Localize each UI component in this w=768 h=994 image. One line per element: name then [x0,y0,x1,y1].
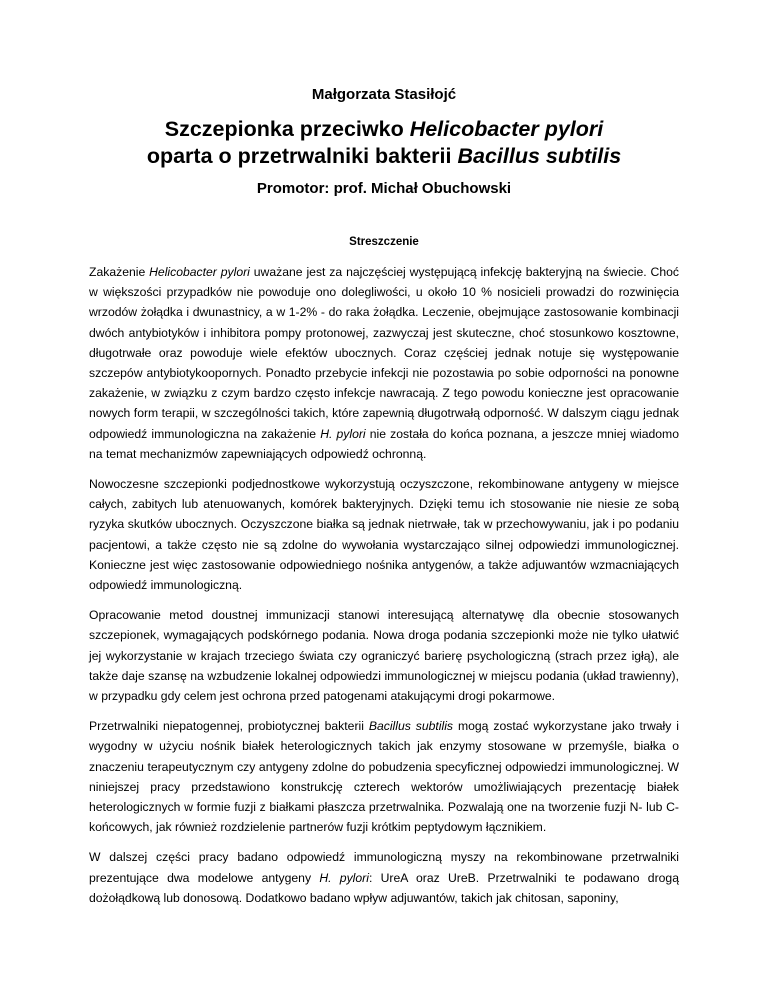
author-name: Małgorzata Stasiłojć [311,86,457,103]
title-line-1 [89,116,679,143]
abstract-paragraph [89,716,679,837]
title-line-2-text: oparta o przetrwalniki bakterii [146,144,458,168]
paragraph-text: Zakażenie [89,265,150,279]
paragraph-text: : UreA oraz UreB. Przetrwalniki te podawano drogą dożołądkową lub donosową. Dodatkowo badano wpływ adjuwantów, takich jak chitosan, saponiny, [89,870,679,905]
title-line-2 [89,143,679,170]
paragraph-text: Opracowanie metod doustnej immunizacji stanowi interesującą alternatywę dla obecnie stosowanych szczepionek, wymagających podskórnego podania. Nowa droga podania szczepionki może nie tylko ułatwić jej wykorzystanie w krajach trzeciego świata czy ograniczyć barierę psychologiczną (strach przez igłą), ale także daje szansę na wzbudzenie lokalnej odpowiedzi immunologicznej w miejscu podania (układ trawienny), w przypadku gdy celem jest ochrona przed patogenami atakującymi drogi pokarmowe. [89,608,679,704]
abstract-paragraph [89,847,679,908]
paragraph-text: W dalszej części pracy badano odpowiedź immunologiczną myszy na rekombinowane przetrwalniki prezentujące dwa modelowe antygeny [89,850,679,885]
italic-term: H. pylori [319,870,369,885]
title-line-2-italic: Bacillus subtilis [457,144,622,168]
abstract-body [89,262,679,918]
abstract-paragraph [89,262,679,464]
title-line-1-text: Szczepionka przeciwko [164,117,410,141]
thesis-title [89,116,679,170]
italic-term: Helicobacter pylori [149,265,250,279]
paragraph-text: mogą zostać wykorzystane jako trwały i wygodny w użyciu nośnik białek heterologicznych takich jak enzymy stosowane w przemyśle, białka o znaczeniu terapeutycznym czy antygeny zdolne do pobudzenia specyficznej odpowiedzi immunologicznej. W niniejszej pracy przedstawiono konstrukcję czterech wektorów umożliwiających prezentację białek heterologicznych w formie fuzji z białkami płaszcza przetrwalnika. Pozwalają one na tworzenie fuzji N- lub C-końcowych, jak również rozdzielenie partnerów fuzji krótkim peptydowym łącznikiem. [89,719,679,835]
title-line-1-italic: Helicobacter pylori [409,117,604,141]
italic-term: H. pylori [320,426,366,441]
paragraph-text: nie została do końca poznana, a jeszcze mniej wiadomo na temat mechanizmów zapewniających odpowiedź ochronną. [89,426,679,461]
promotor-line: Promotor: prof. Michał Obuchowski [256,180,512,197]
abstract-paragraph [89,474,679,595]
paragraph-text: uważane jest za najczęściej występującą infekcję bakteryjną na świecie. Choć w większości przypadków nie powoduje ono dolegliwości, u około 10 % nosicieli prowadzi do rozwinięcia wrzodów żołądka i dwunastnicy, a w 1-2% - do raka żołądka. Leczenie, obejmujące zastosowanie kombinacji dwóch antybiotyków i inhibitora pompy protonowej, zazwyczaj jest skuteczne, choć stosunkowo kosztowne, długotrwałe oraz powoduje wiele efektów ubocznych. Coraz częściej jednak notuje się występowanie szczepów antybiotykoopornych. Ponadto przebycie infekcji nie pozostawia po sobie odporności na ponowne zakażenie, w związku z czym bardzo często infekcje nawracają. Z tego powodu konieczne jest opracowanie nowych form terapii, w szczególności takich, które zapewnią długotrwałą odporność. W dalszym ciągu jednak odpowiedź immunologiczna na zakażenie [89,265,679,441]
abstract-heading: Streszczenie [349,236,419,248]
abstract-paragraph [89,605,679,706]
paragraph-text: Nowoczesne szczepionki podjednostkowe wykorzystują oczyszczone, rekombinowane antygeny w miejsce całych, zabitych lub atenuowanych, komórek bakteryjnych. Dzięki temu ich stosowanie nie niesie ze sobą ryzyka skutków ubocznych. Oczyszczone białka są jednak nietrwałe, tak w przechowywaniu, jak i po podaniu pacjentowi, a także często nie są zdolne do wywołania wystarczająco silnej odpowiedzi immunologicznej. Konieczne jest więc zastosowanie odpowiedniego nośnika antygenów, a także adjuwantów wzmacniających odpowiedź immunologiczną. [89,477,679,593]
paragraph-text: Przetrwalniki niepatogennej, probiotycznej bakterii [89,719,369,734]
italic-term: Bacillus subtilis [368,719,454,734]
